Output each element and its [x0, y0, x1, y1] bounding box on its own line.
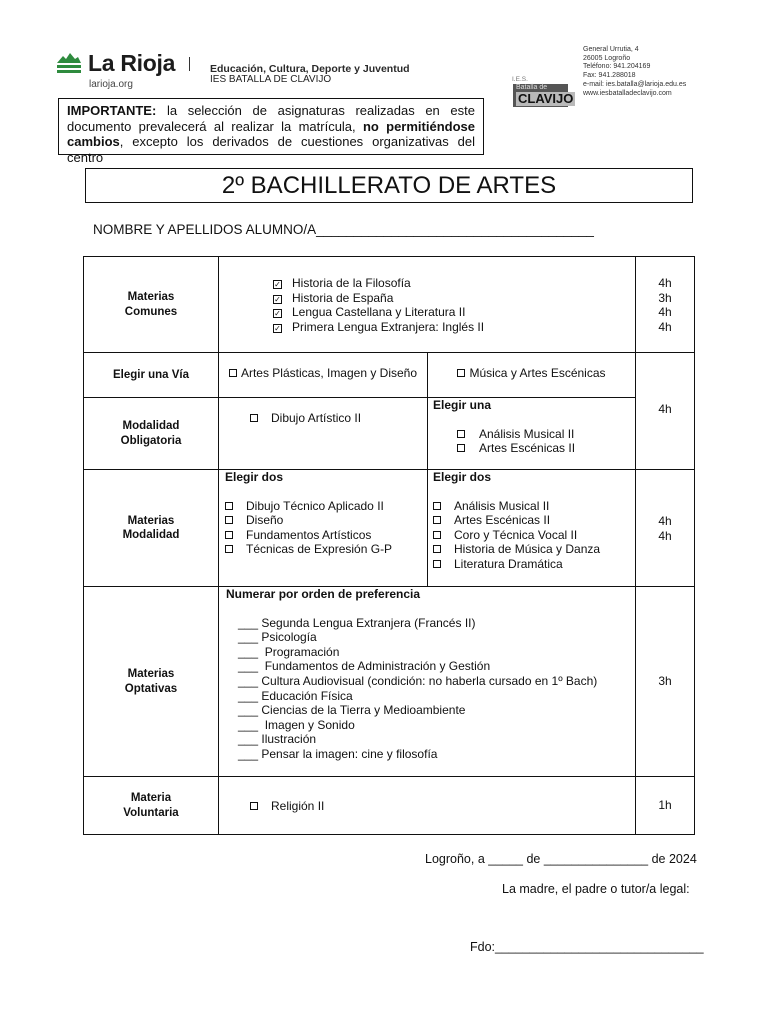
ies-logo-clavijo: CLAVIJO	[518, 91, 574, 106]
hours-modalidad	[635, 469, 695, 587]
hours-value: 4h	[658, 276, 672, 290]
contact-line: General Urrutia, 4	[583, 46, 639, 53]
list-item	[273, 276, 635, 291]
list-item[interactable]	[433, 499, 635, 514]
hours-optativas	[635, 586, 695, 777]
list-item[interactable]	[433, 427, 635, 442]
comunes-list	[218, 256, 636, 353]
label-via	[83, 352, 219, 398]
subject-label: Análisis Musical II	[454, 498, 550, 513]
list-item	[273, 305, 635, 320]
hours-value: 4h	[658, 528, 672, 543]
list-item[interactable]	[225, 513, 427, 528]
hours-obligatoria	[635, 397, 695, 470]
label-line: Materias	[127, 668, 175, 680]
important-notice	[58, 98, 484, 165]
notice-text: la selección de asignaturas realizadas en este documento prevalecerá al realizar la matrícula,	[67, 103, 475, 134]
ies-logo-batalla: Batalla de	[516, 84, 548, 91]
subject-label: Coro y Técnica Vocal II	[454, 527, 578, 542]
checkbox-icon[interactable]	[457, 444, 465, 452]
checkbox-icon[interactable]	[225, 502, 233, 510]
list-item[interactable]	[433, 557, 635, 572]
checkbox-icon[interactable]	[225, 516, 233, 524]
subject-label: Fundamentos Artísticos	[246, 527, 372, 542]
ies-clavijo-logo	[512, 76, 574, 108]
label-optativas	[83, 586, 219, 777]
obligatoria-right	[427, 397, 636, 470]
checkbox-icon[interactable]	[457, 369, 465, 377]
label-line: Materia	[130, 792, 172, 804]
ranked-item[interactable]: ___ Cultura Audiovisual (condición: no haberla cursado en 1º Bach)	[238, 673, 598, 688]
label-obligatoria	[83, 397, 219, 470]
checkbox-icon[interactable]	[225, 545, 233, 553]
checkbox-icon[interactable]	[433, 560, 441, 568]
notice-text-end: , excepto los derivados de cuestiones organizativas del centro	[67, 134, 475, 165]
checkbox-icon[interactable]	[457, 430, 465, 438]
via-option-musica[interactable]	[427, 352, 636, 398]
via-option-artes[interactable]	[218, 352, 428, 398]
subject-label: Historia de Música y Danza	[454, 542, 601, 557]
hours-value: 4h	[658, 319, 672, 334]
place-date-field[interactable]: Logroño, a _____ de _______________ de 2024	[425, 852, 697, 866]
list-item[interactable]	[250, 411, 427, 426]
contact-line: Teléfono: 941.204169	[583, 63, 651, 71]
ranked-item[interactable]: ___ Programación	[238, 644, 340, 659]
checked-box-icon: ✓	[274, 309, 281, 319]
guardian-label: La madre, el padre o tutor/a legal:	[502, 882, 690, 896]
checked-box-icon: ✓	[274, 294, 281, 304]
label-line: Materias	[127, 291, 175, 303]
list-item[interactable]	[225, 499, 427, 514]
label-line: Modalidad	[122, 420, 180, 432]
subject-label: Lengua Castellana y Literatura II	[292, 305, 466, 320]
list-item[interactable]	[433, 441, 635, 456]
hours-voluntaria	[635, 776, 695, 835]
notice-emphasis: no permitiéndose cambios	[67, 118, 475, 149]
subject-label: Religión II	[271, 799, 325, 813]
ranking-heading: Numerar por orden de preferencia	[226, 587, 421, 601]
notice-label: IMPORTANTE:	[67, 103, 157, 118]
label-line: Voluntaria	[123, 806, 179, 819]
subject-label: Artes Escénicas II	[479, 441, 576, 456]
optativas-list	[218, 586, 636, 777]
checked-box-icon: ✓	[274, 323, 281, 333]
label-line: Optativas	[124, 682, 178, 695]
hours-value: 4h	[658, 402, 672, 416]
label-line: Obligatoria	[120, 434, 182, 447]
checkbox-icon[interactable]	[250, 414, 258, 422]
checked-box-icon: ✓	[274, 280, 281, 289]
checkbox-icon[interactable]	[433, 502, 441, 510]
checkbox-icon[interactable]	[229, 369, 237, 377]
subject-label: Artes Escénicas II	[454, 513, 551, 528]
contact-line: www.iesbatalladeclavijo.com	[583, 89, 672, 97]
list-item	[273, 320, 635, 335]
list-item[interactable]	[433, 542, 635, 557]
contact-line: Fax: 941.288018	[583, 72, 636, 80]
modalidad-left	[218, 469, 428, 587]
obligatoria-left	[218, 397, 428, 470]
checkbox-icon[interactable]	[225, 531, 233, 539]
label-voluntaria	[83, 776, 219, 835]
ranked-item[interactable]: ___ Educación Física	[238, 688, 353, 703]
label-line: Materias	[127, 514, 175, 527]
via-option-label: Artes Plásticas, Imagen y Diseño	[240, 366, 418, 380]
via-option-label: Música y Artes Escénicas	[469, 366, 606, 380]
ranked-item[interactable]: ___ Imagen y Sonido	[238, 717, 355, 732]
label-line: Elegir una Vía	[112, 368, 190, 381]
subject-label: Literatura Dramática	[454, 556, 563, 571]
label-line: Modalidad	[122, 529, 180, 541]
ranked-item[interactable]: ___ Segunda Lengua Extranjera (Francés II)	[238, 615, 476, 630]
header-divider	[189, 57, 190, 71]
list-item[interactable]	[433, 513, 635, 528]
label-comunes	[83, 256, 219, 353]
ranked-item[interactable]: ___ Pensar la imagen: cine y filosofía	[238, 746, 438, 761]
ranked-item[interactable]: ___ Ciencias de la Tierra y Medioambiente	[238, 703, 466, 718]
list-item[interactable]	[225, 528, 427, 543]
checkbox-icon[interactable]	[250, 802, 258, 810]
signature-field[interactable]: Fdo:______________________________	[470, 940, 704, 954]
checkbox-icon[interactable]	[433, 545, 441, 553]
subject-label: Análisis Musical II	[479, 426, 575, 441]
hours-value: 3h	[658, 290, 672, 305]
student-name-field[interactable]: NOMBRE Y APELLIDOS ALUMNO/A_____________________________________	[93, 222, 594, 237]
voluntaria-item	[218, 776, 636, 835]
subject-label: Historia de la Filosofía	[292, 276, 411, 290]
subject-label: Dibujo Técnico Aplicado II	[246, 498, 384, 513]
page-title: 2º BACHILLERATO DE ARTES	[85, 168, 693, 203]
choose-heading: Elegir dos	[225, 470, 284, 484]
logo-title: La Rioja	[88, 50, 176, 76]
choose-heading: Elegir dos	[433, 470, 492, 484]
contact-block	[583, 46, 686, 98]
list-item[interactable]	[433, 528, 635, 543]
label-line: Comunes	[124, 305, 178, 318]
checkbox-icon[interactable]	[433, 531, 441, 539]
subject-label: Diseño	[246, 513, 284, 528]
checkbox-icon[interactable]	[433, 516, 441, 524]
ranked-item[interactable]: ___ Psicología	[238, 630, 317, 645]
modalidad-right	[427, 469, 636, 587]
hours-value: 1h	[658, 798, 672, 813]
ranked-item[interactable]: ___ Fundamentos de Administración y Gestión	[238, 659, 491, 674]
ranked-item[interactable]: ___ Ilustración	[238, 732, 317, 747]
logo-url: larioja.org	[89, 79, 133, 90]
subjects-table	[83, 256, 695, 835]
contact-line: 26005 Logroño	[583, 54, 631, 62]
label-modalidad	[83, 469, 219, 587]
subject-label: Técnicas de Expresión G-P	[246, 542, 393, 557]
choose-heading: Elegir una	[433, 398, 492, 412]
list-item[interactable]	[250, 799, 635, 814]
list-item[interactable]	[225, 542, 427, 557]
hours-value: 4h	[658, 305, 672, 320]
contact-line: e-mail: ies.batalla@larioja.edu.es	[583, 80, 687, 88]
subject-label: Primera Lengua Extranjera: Inglés II	[292, 319, 485, 334]
hours-value: 4h	[658, 514, 672, 528]
la-rioja-logo-icon	[56, 52, 82, 76]
subject-label: Dibujo Artístico II	[271, 411, 362, 425]
hours-via-empty	[635, 352, 695, 398]
ies-logo-small: I.E.S.	[512, 76, 528, 83]
hours-comunes	[635, 256, 695, 353]
school-name: IES BATALLA DE CLAVIJO	[210, 74, 332, 85]
department-name: Educación, Cultura, Deporte y Juventud	[210, 63, 410, 75]
list-item	[273, 291, 635, 306]
hours-value: 3h	[658, 674, 672, 689]
subject-label: Historia de España	[292, 290, 394, 305]
